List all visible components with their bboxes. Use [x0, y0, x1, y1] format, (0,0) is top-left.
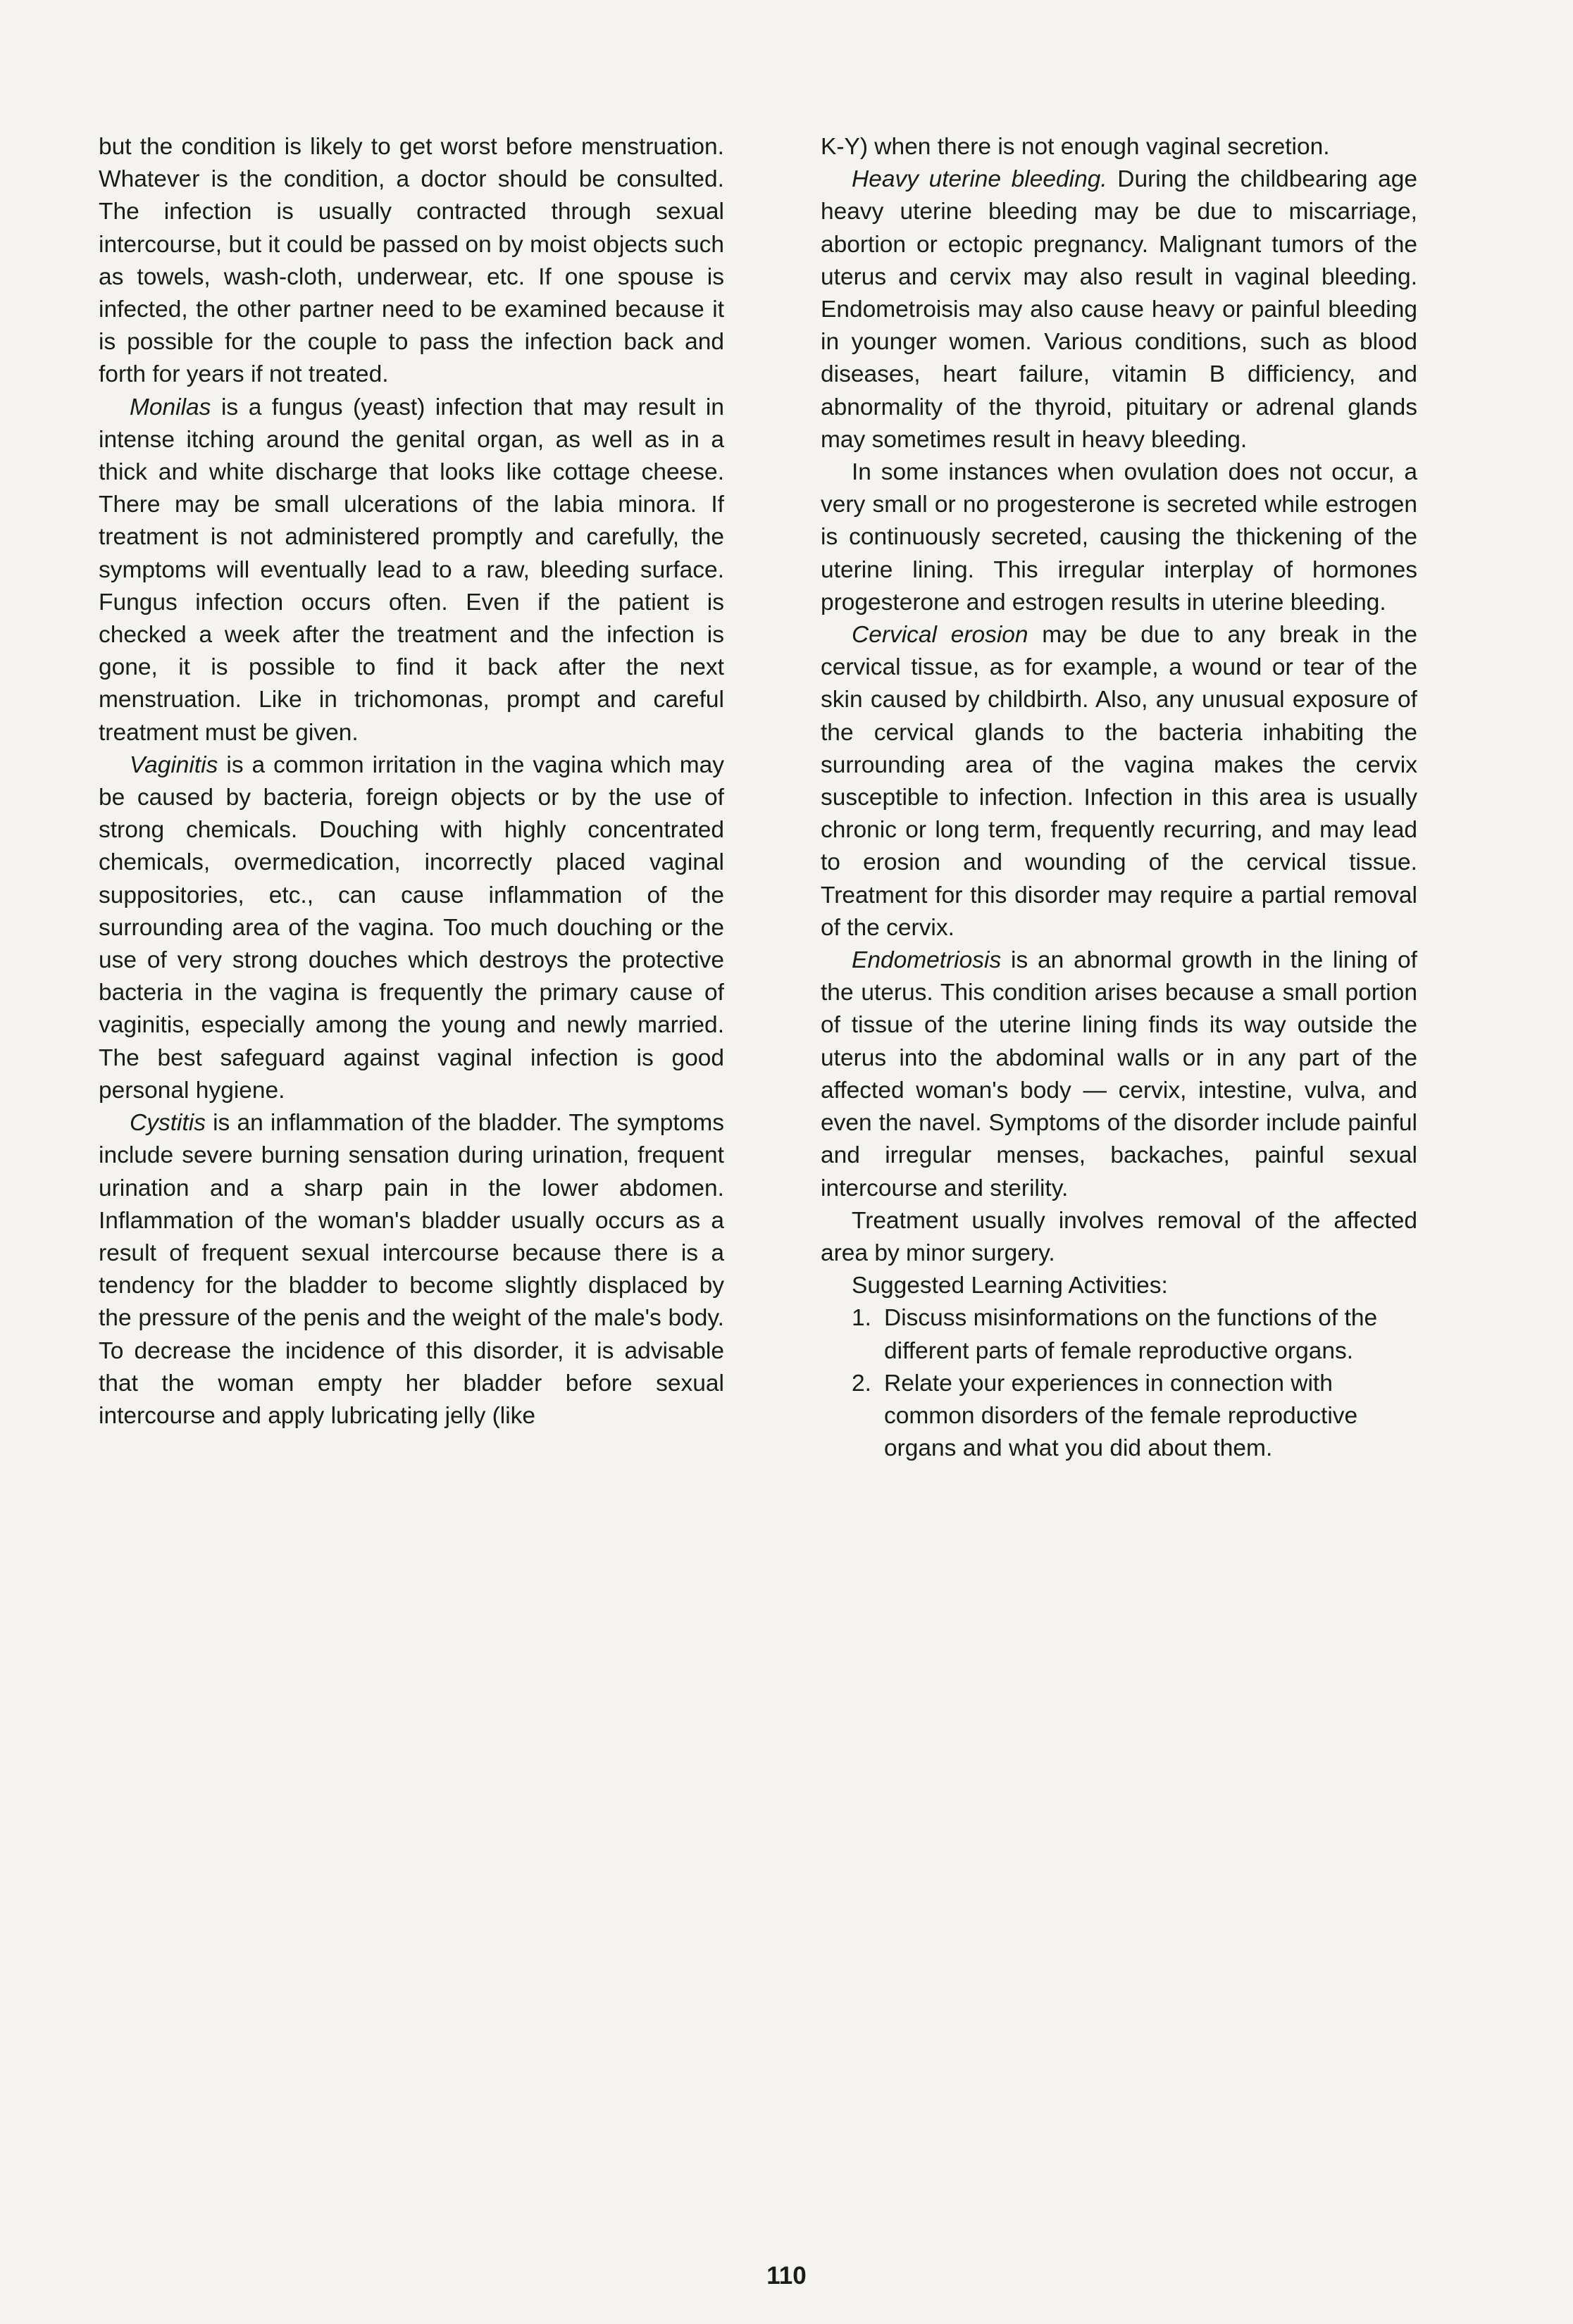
paragraph-condition-text: but the condition is likely to get worst before menstruation. Whatever is the condition, a doctor should be consulted. The infection is usually contracted through sexual intercourse, but it could be passed on by moist objects such as towels, wash-cloth, underwear, etc. If one spouse is infected, the other partner need to be examined because it is possible for the couple to pass the infection back and forth for years if not treated. — [99, 134, 724, 388]
cervical-erosion-description: may be due to any break in the cervical tissue, as for example, a wound or tear of the skin caused by childbirth. Also, any unusual exposure of the cervical glands to the bacteria inhabiting the surrounding area of the vagina makes the cervix susceptible to infection. Infection in this area is usually chronic or long term, frequently recurring, and may lead to erosion and wounding of the cervical tissue. Treatment for this disorder may require a partial removal of the cervix. — [821, 622, 1417, 941]
page-number: 110 — [766, 2262, 807, 2289]
endometriosis-description: is an abnormal growth in the lining of the uterus. This condition arises because a small portion of tissue of the uterine lining finds its way outside the uterus into the abdominal walls or in any part of the affected woman's body — cervix, intestine, vulva, and even the navel. Symptoms of the disorder include painful and irregular menses, backaches, painful sexual intercourse and sterility. — [821, 947, 1417, 1201]
paragraph-ovulation — [821, 456, 1417, 619]
term-cystitis: Cystitis — [130, 1110, 206, 1137]
heavy-bleeding-description: During the childbearing age heavy uterine bleeding may be due to miscarriage, abortion or ectopic pregnancy. Malignant tumors of the uterus and cervix may also result in vaginal bleeding. Endometroisis may also cause heavy or painful bleeding in younger women. Various conditions, such as blood diseases, heart failure, vitamin B difficiency, and abnormality of the thyroid, pituitary or adrenal glands may sometimes result in heavy bleeding. — [821, 166, 1417, 453]
monilas-description: is a fungus (yeast) infection that may result in intense itching around the genital organ, as well as in a thick and white discharge that looks like cottage cheese. There may be small ulcerations of the labia minora. If treatment is not administered promptly and carefully, the symptoms will eventually lead to a raw, bleeding surface. Fungus infection occurs often. Even if the patient is checked a week after the treatment and the infection is gone, it is possible to find it back after the next menstruation. Like in trichomonas, prompt and careful treatment must be given. — [99, 394, 724, 746]
paragraph-ky-continuation — [821, 131, 1417, 163]
paragraph-vaginitis — [99, 749, 724, 1107]
paragraph-heavy-bleeding — [821, 163, 1417, 456]
paragraph-endometriosis — [821, 944, 1417, 1205]
paragraph-cystitis — [99, 1107, 724, 1432]
treatment-text: Treatment usually involves removal of the affected area by minor surgery. — [821, 1207, 1417, 1266]
term-monilas: Monilas — [130, 394, 211, 420]
term-endometriosis: Endometriosis — [852, 947, 1002, 974]
paragraph-cervical-erosion — [821, 619, 1417, 944]
ovulation-text: In some instances when ovulation does not occur, a very small or no progesterone is secreted while estrogen is continuously secreted, causing the thickening of the uterine lining. This irregular interplay of hormones progesterone and estrogen results in uterine bleeding. — [821, 459, 1417, 616]
activity-item — [821, 1302, 1417, 1367]
ky-continuation-text: K-Y) when there is not enough vaginal secretion. — [821, 134, 1330, 160]
cystitis-description: is an inflammation of the bladder. The symptoms include severe burning sensation during urination, frequent urination and a sharp pain in the lower abdomen. Inflammation of the woman's bladder usually occurs as a result of frequent sexual intercourse because there is a tendency for the bladder to become slightly displaced by the pressure of the penis and the weight of the male's body. To decrease the incidence of this disorder, it is advisable that the woman empty her bladder before sexual intercourse and apply lubricating jelly (like — [99, 1110, 724, 1429]
activities-heading: Suggested Learning Activities: — [852, 1273, 1168, 1299]
activity-text: Discuss misinformations on the functions of the different parts of female reproductive organs. — [884, 1305, 1378, 1364]
term-vaginitis: Vaginitis — [130, 751, 218, 778]
vaginitis-description: is a common irritation in the vagina which may be caused by bacteria, foreign objects or by the use of strong chemicals. Douching with highly concentrated chemicals, overmedication, incorrectly placed vaginal suppositories, etc., can cause inflammation of the surrounding area of the vagina. Too much douching or the use of very strong douches which destroys the protective bacteria in the vagina is frequently the primary cause of vaginitis, especially among the young and newly married. The best safeguard against vaginal infection is good personal hygiene. — [99, 751, 724, 1104]
activity-item — [821, 1368, 1417, 1466]
activity-number: 2. — [852, 1370, 871, 1397]
paragraph-condition — [99, 131, 724, 392]
term-cervical-erosion: Cervical erosion — [852, 622, 1028, 649]
right-column — [821, 131, 1417, 1465]
activity-text: Relate your experiences in connection with common disorders of the female reproductive organs and what you did about them. — [884, 1370, 1358, 1462]
paragraph-monilas — [99, 392, 724, 749]
left-column — [99, 131, 724, 1432]
paragraph-treatment — [821, 1205, 1417, 1270]
term-heavy-uterine-bleeding: Heavy uterine bleeding. — [852, 166, 1107, 193]
activity-number: 1. — [852, 1305, 871, 1332]
activities-list — [821, 1302, 1417, 1465]
